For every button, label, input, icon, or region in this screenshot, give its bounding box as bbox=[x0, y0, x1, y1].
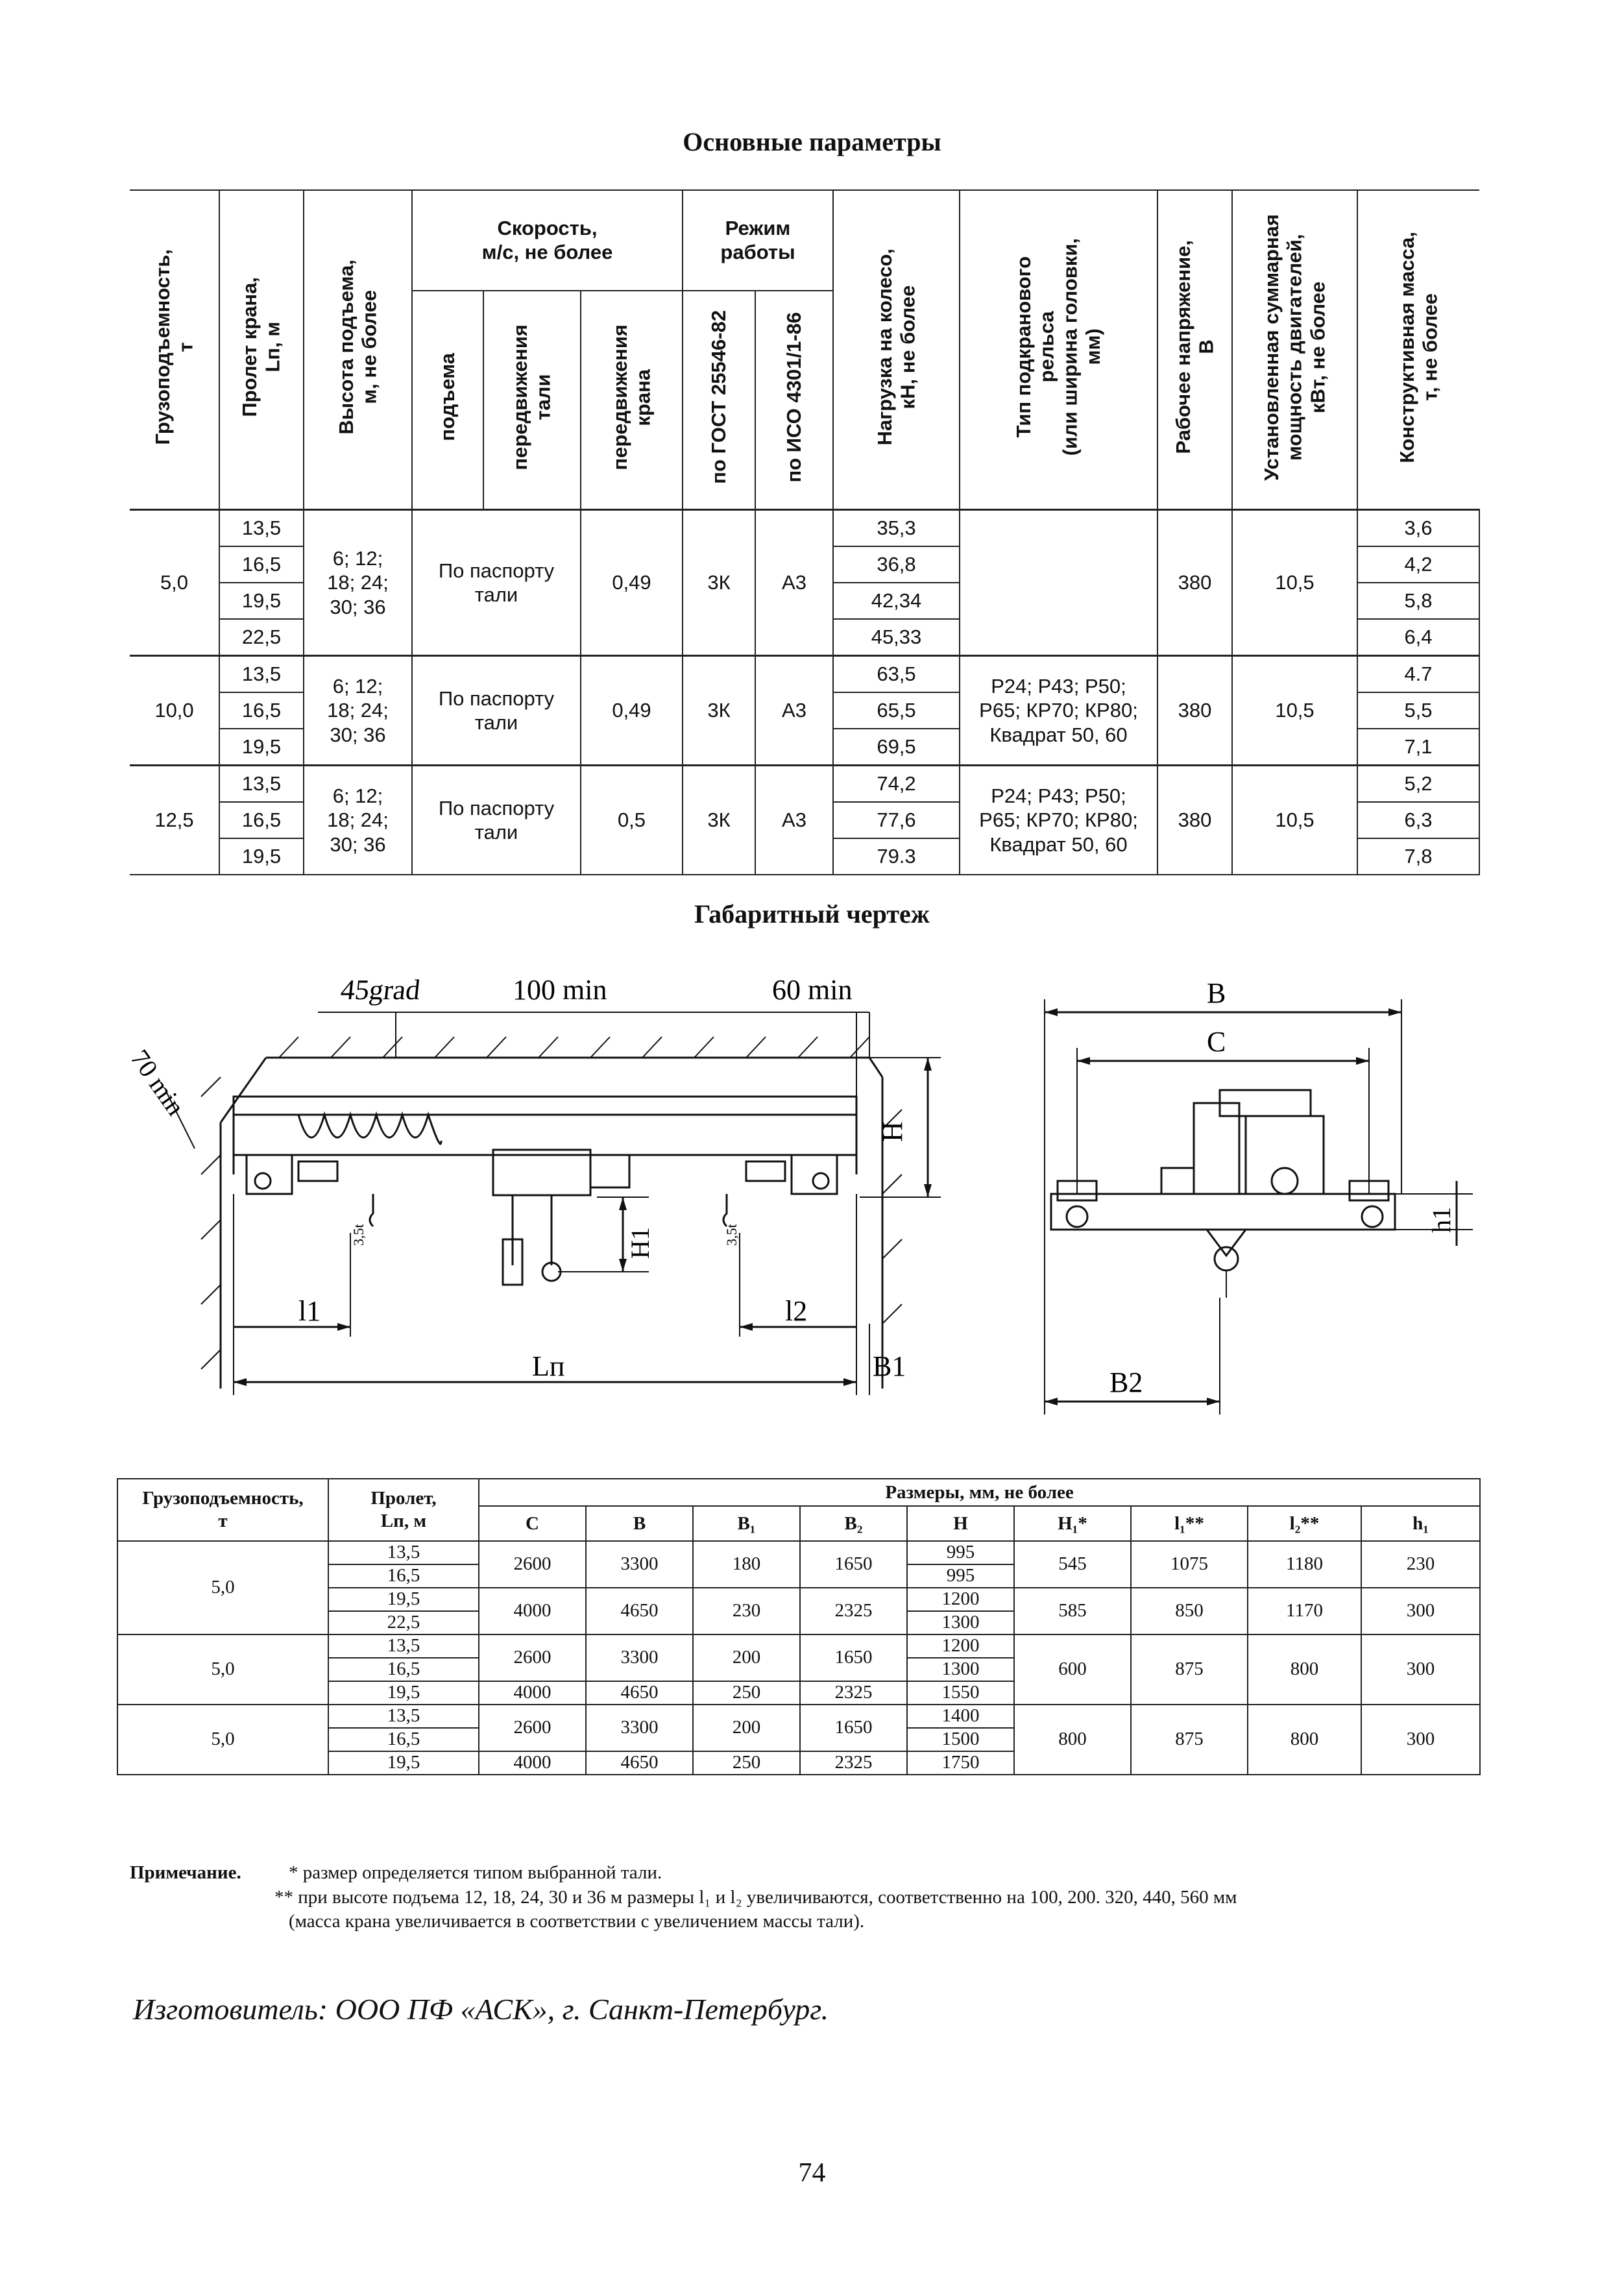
crane-side-view-drawing bbox=[104, 960, 947, 1427]
dimensions-table bbox=[117, 1478, 1479, 1775]
capacity-cell: 5,0 bbox=[117, 1634, 328, 1705]
h1-cell: 230 bbox=[1361, 1541, 1480, 1588]
H-cell: 1500 bbox=[907, 1728, 1014, 1751]
table-row bbox=[130, 510, 1479, 547]
C-cell: 2600 bbox=[479, 1705, 586, 1751]
power-cell: 10,5 bbox=[1232, 656, 1357, 766]
header-span: Пролет крана, Lп, м bbox=[219, 190, 304, 510]
mass-cell: 4,2 bbox=[1357, 546, 1479, 583]
B2-cell: 1650 bbox=[800, 1634, 907, 1681]
header-span: Пролет, Lп, м bbox=[328, 1479, 479, 1541]
lift-height-cell: 6; 12; 18; 24; 30; 36 bbox=[304, 656, 412, 766]
B1-cell: 200 bbox=[693, 1634, 800, 1681]
note-line-1: * размер определяется типом выбранной тали. bbox=[289, 1862, 662, 1883]
H1-cell: 545 bbox=[1014, 1541, 1131, 1588]
capacity-cell: 5,0 bbox=[130, 510, 219, 656]
label-angle: 45grad bbox=[339, 974, 422, 1006]
header-C: C bbox=[479, 1506, 586, 1541]
wheel-load-cell: 35,3 bbox=[833, 510, 960, 547]
span-cell: 16,5 bbox=[328, 1564, 479, 1588]
H-cell: 1400 bbox=[907, 1705, 1014, 1728]
B2-cell: 2325 bbox=[800, 1751, 907, 1775]
label-B: B bbox=[1207, 977, 1226, 1009]
C-cell: 4000 bbox=[479, 1588, 586, 1634]
header-speed-group: Скорость, м/с, не более bbox=[412, 190, 683, 291]
note-block bbox=[130, 1861, 1479, 1934]
note-label: Примечание. bbox=[130, 1862, 241, 1883]
H-cell: 1300 bbox=[907, 1658, 1014, 1681]
span-cell: 19,5 bbox=[328, 1681, 479, 1705]
wheel-load-cell: 77,6 bbox=[833, 802, 960, 838]
B1-cell: 200 bbox=[693, 1705, 800, 1751]
label-l1: l1 bbox=[298, 1295, 321, 1327]
h1-cell: 300 bbox=[1361, 1705, 1480, 1775]
mass-cell: 4.7 bbox=[1357, 656, 1479, 693]
B-cell: 3300 bbox=[586, 1541, 693, 1588]
header-capacity: Грузоподъемность, т bbox=[130, 190, 219, 510]
label-B2: B2 bbox=[1109, 1367, 1143, 1398]
label-H1: H1 bbox=[625, 1227, 655, 1259]
H-cell: 995 bbox=[907, 1541, 1014, 1564]
l2-cell: 800 bbox=[1248, 1705, 1361, 1775]
l1-cell: 875 bbox=[1131, 1705, 1248, 1775]
header-speed-hoist: передвижения тали bbox=[483, 291, 581, 510]
span-cell: 22,5 bbox=[328, 1611, 479, 1634]
table-row bbox=[130, 766, 1479, 803]
note-line-3: (масса крана увеличивается в соответствии с увеличением массы тали). bbox=[289, 1911, 865, 1932]
rail-type-cell bbox=[960, 510, 1157, 656]
C-cell: 2600 bbox=[479, 1634, 586, 1681]
H-cell: 1200 bbox=[907, 1634, 1014, 1658]
H-cell: 1200 bbox=[907, 1588, 1014, 1611]
speed-crane-cell: 0,5 bbox=[581, 766, 683, 875]
header-dims-group: Размеры, мм, не более bbox=[479, 1479, 1480, 1506]
label-60min: 60 min bbox=[772, 974, 853, 1006]
span-cell: 16,5 bbox=[219, 546, 304, 583]
B1-cell: 250 bbox=[693, 1681, 800, 1705]
lift-height-cell: 6; 12; 18; 24; 30; 36 bbox=[304, 766, 412, 875]
span-cell: 13,5 bbox=[328, 1541, 479, 1564]
speed-lift-cell: По паспорту тали bbox=[412, 766, 581, 875]
capacity-cell: 12,5 bbox=[130, 766, 219, 875]
wheel-load-cell: 79.3 bbox=[833, 838, 960, 875]
header-mass: Конструктивная масса, т, не более bbox=[1357, 190, 1479, 510]
mass-cell: 7,1 bbox=[1357, 729, 1479, 766]
capacity-cell: 10,0 bbox=[130, 656, 219, 766]
mass-cell: 5,5 bbox=[1357, 692, 1479, 729]
span-cell: 19,5 bbox=[219, 729, 304, 766]
label-capacity-mark-right: 3,5t bbox=[723, 1224, 740, 1246]
h1-cell: 300 bbox=[1361, 1588, 1480, 1634]
voltage-cell: 380 bbox=[1157, 510, 1232, 656]
header-mode-gost: по ГОСТ 25546-82 bbox=[683, 291, 755, 510]
C-cell: 4000 bbox=[479, 1751, 586, 1775]
wheel-load-cell: 74,2 bbox=[833, 766, 960, 803]
mass-cell: 5,8 bbox=[1357, 583, 1479, 619]
table-row bbox=[117, 1541, 1480, 1564]
span-cell: 16,5 bbox=[219, 692, 304, 729]
mass-cell: 5,2 bbox=[1357, 766, 1479, 803]
header-B2: B₂ bbox=[800, 1506, 907, 1541]
header-lift-height: Высота подъема, м, не более bbox=[304, 190, 412, 510]
lift-height-cell: 6; 12; 18; 24; 30; 36 bbox=[304, 510, 412, 656]
B1-cell: 230 bbox=[693, 1588, 800, 1634]
power-cell: 10,5 bbox=[1232, 510, 1357, 656]
header-h1: h₁ bbox=[1361, 1506, 1480, 1541]
table-row bbox=[117, 1634, 1480, 1658]
B-cell: 3300 bbox=[586, 1634, 693, 1681]
H1-cell: 585 bbox=[1014, 1588, 1131, 1634]
B2-cell: 2325 bbox=[800, 1588, 907, 1634]
B-cell: 4650 bbox=[586, 1681, 693, 1705]
main-params-title: Основные параметры bbox=[683, 127, 941, 156]
speed-crane-cell: 0,49 bbox=[581, 510, 683, 656]
B-cell: 4650 bbox=[586, 1588, 693, 1634]
page-number: 74 bbox=[798, 2158, 826, 2188]
span-cell: 13,5 bbox=[219, 766, 304, 803]
wheel-load-cell: 42,34 bbox=[833, 583, 960, 619]
label-Ln: Lп bbox=[532, 1350, 565, 1382]
header-power: Установленная суммарная мощность двигателей, кВт, не более bbox=[1232, 190, 1357, 510]
label-H: H bbox=[877, 1121, 908, 1142]
B-cell: 3300 bbox=[586, 1705, 693, 1751]
mass-cell: 6,3 bbox=[1357, 802, 1479, 838]
header-voltage: Рабочее напряжение, В bbox=[1157, 190, 1232, 510]
H1-cell: 800 bbox=[1014, 1705, 1131, 1775]
label-B1: B1 bbox=[873, 1350, 906, 1382]
header-l2: l₂** bbox=[1248, 1506, 1361, 1541]
header-speed-lift: подъема bbox=[412, 291, 483, 510]
span-cell: 19,5 bbox=[328, 1588, 479, 1611]
H-cell: 1300 bbox=[907, 1611, 1014, 1634]
label-capacity-mark-left: 3,5t bbox=[350, 1224, 367, 1246]
capacity-cell: 5,0 bbox=[117, 1541, 328, 1634]
H-cell: 1750 bbox=[907, 1751, 1014, 1775]
header-wheel-load: Нагрузка на колесо, кН, не более bbox=[833, 190, 960, 510]
rail-type-cell: Р24; Р43; Р50; Р65; КР70; КР80; Квадрат 50, 60 bbox=[960, 766, 1157, 875]
table-row bbox=[130, 656, 1479, 693]
power-cell: 10,5 bbox=[1232, 766, 1357, 875]
label-70min: 70 min bbox=[125, 1044, 191, 1121]
capacity-cell: 5,0 bbox=[117, 1705, 328, 1775]
H-cell: 1550 bbox=[907, 1681, 1014, 1705]
crane-end-view-drawing bbox=[1025, 973, 1492, 1421]
h1-cell: 300 bbox=[1361, 1634, 1480, 1705]
speed-lift-cell: По паспорту тали bbox=[412, 656, 581, 766]
mass-cell: 7,8 bbox=[1357, 838, 1479, 875]
mode-iso-cell: А3 bbox=[755, 510, 833, 656]
span-cell: 22,5 bbox=[219, 619, 304, 656]
header-B: B bbox=[586, 1506, 693, 1541]
span-cell: 16,5 bbox=[219, 802, 304, 838]
C-cell: 2600 bbox=[479, 1541, 586, 1588]
header-B1: B₁ bbox=[693, 1506, 800, 1541]
header-rail-type: Тип подкранового рельса (или ширина головки, мм) bbox=[960, 190, 1157, 510]
mass-cell: 6,4 bbox=[1357, 619, 1479, 656]
B1-cell: 250 bbox=[693, 1751, 800, 1775]
label-l2: l2 bbox=[785, 1295, 808, 1327]
header-H: H bbox=[907, 1506, 1014, 1541]
wheel-load-cell: 45,33 bbox=[833, 619, 960, 656]
wheel-load-cell: 65,5 bbox=[833, 692, 960, 729]
l2-cell: 1180 bbox=[1248, 1541, 1361, 1588]
H1-cell: 600 bbox=[1014, 1634, 1131, 1705]
span-cell: 19,5 bbox=[219, 583, 304, 619]
voltage-cell: 380 bbox=[1157, 766, 1232, 875]
span-cell: 13,5 bbox=[328, 1705, 479, 1728]
mass-cell: 3,6 bbox=[1357, 510, 1479, 547]
header-speed-crane: передвижения крана bbox=[581, 291, 683, 510]
span-cell: 19,5 bbox=[219, 838, 304, 875]
header-mode-group: Режим работы bbox=[683, 190, 833, 291]
B2-cell: 2325 bbox=[800, 1681, 907, 1705]
speed-crane-cell: 0,49 bbox=[581, 656, 683, 766]
drawing-title: Габаритный чертеж bbox=[694, 899, 930, 929]
note-line-2: ** при высоте подъема 12, 18, 24, 30 и 36 м размеры l₁ и l₂ увеличиваются, соответственно на 100, 200. 320, 440, 560 мм bbox=[274, 1886, 1237, 1908]
l1-cell: 875 bbox=[1131, 1634, 1248, 1705]
manufacturer-line: Изготовитель: ООО ПФ «АСК», г. Санкт-Петербург. bbox=[133, 1993, 829, 2026]
header-H1: H₁* bbox=[1014, 1506, 1131, 1541]
l2-cell: 1170 bbox=[1248, 1588, 1361, 1634]
mode-iso-cell: А3 bbox=[755, 656, 833, 766]
header-mode-iso: по ИСО 4301/1-86 bbox=[755, 291, 833, 510]
l1-cell: 1075 bbox=[1131, 1541, 1248, 1588]
l1-cell: 850 bbox=[1131, 1588, 1248, 1634]
wheel-load-cell: 69,5 bbox=[833, 729, 960, 766]
l2-cell: 800 bbox=[1248, 1634, 1361, 1705]
label-C: C bbox=[1207, 1026, 1226, 1058]
header-l1: l₁** bbox=[1131, 1506, 1248, 1541]
span-cell: 13,5 bbox=[219, 656, 304, 693]
H-cell: 995 bbox=[907, 1564, 1014, 1588]
voltage-cell: 380 bbox=[1157, 656, 1232, 766]
main-params-table bbox=[130, 189, 1479, 875]
span-cell: 13,5 bbox=[328, 1634, 479, 1658]
mode-gost-cell: 3К bbox=[683, 656, 755, 766]
rail-type-cell: Р24; Р43; Р50; Р65; КР70; КР80; Квадрат 50, 60 bbox=[960, 656, 1157, 766]
mode-iso-cell: А3 bbox=[755, 766, 833, 875]
header-capacity: Грузоподъемность, т bbox=[117, 1479, 328, 1541]
C-cell: 4000 bbox=[479, 1681, 586, 1705]
mode-gost-cell: 3К bbox=[683, 766, 755, 875]
table-row bbox=[117, 1705, 1480, 1728]
label-h1: h1 bbox=[1427, 1207, 1456, 1233]
wheel-load-cell: 63,5 bbox=[833, 656, 960, 693]
span-cell: 16,5 bbox=[328, 1728, 479, 1751]
speed-lift-cell: По паспорту тали bbox=[412, 510, 581, 656]
B2-cell: 1650 bbox=[800, 1541, 907, 1588]
B2-cell: 1650 bbox=[800, 1705, 907, 1751]
span-cell: 16,5 bbox=[328, 1658, 479, 1681]
span-cell: 19,5 bbox=[328, 1751, 479, 1775]
B1-cell: 180 bbox=[693, 1541, 800, 1588]
label-100min: 100 min bbox=[513, 974, 607, 1006]
mode-gost-cell: 3К bbox=[683, 510, 755, 656]
span-cell: 13,5 bbox=[219, 510, 304, 547]
B-cell: 4650 bbox=[586, 1751, 693, 1775]
wheel-load-cell: 36,8 bbox=[833, 546, 960, 583]
